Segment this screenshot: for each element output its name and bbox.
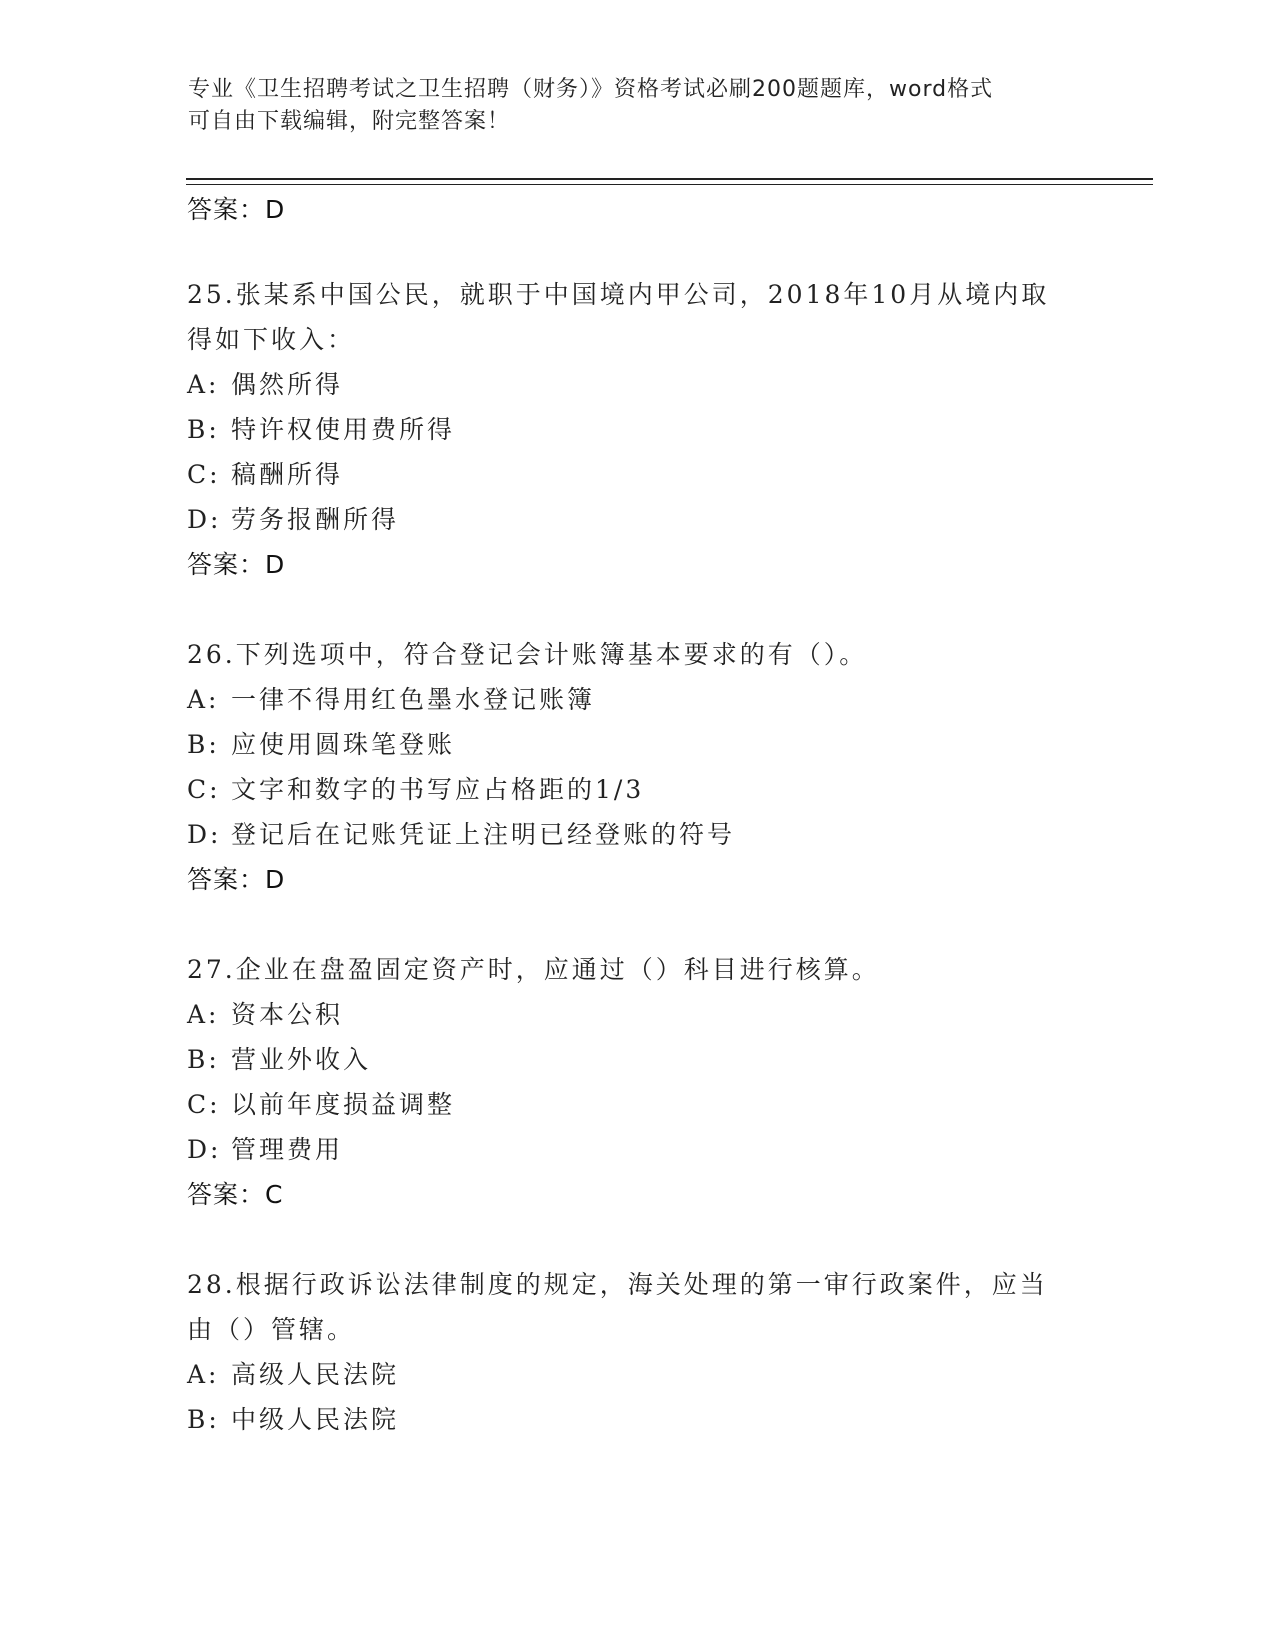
question-26-option-b bbox=[187, 725, 455, 761]
header-line-2: 可自由下载编辑，附完整答案！ bbox=[188, 109, 511, 134]
question-25-stem-line-1: 25.张某系中国公民，就职于中国境内甲公司，2018年10月从境内取 bbox=[187, 280, 1050, 309]
option-text: 以前年度损益调整 bbox=[231, 1090, 456, 1119]
header-divider-thin bbox=[186, 184, 1153, 185]
document-header bbox=[188, 74, 1068, 138]
option-letter: B: bbox=[187, 730, 220, 759]
option-letter: A: bbox=[187, 1360, 220, 1389]
question-27-answer: 答案：C bbox=[187, 1180, 284, 1209]
question-26-option-a bbox=[187, 680, 595, 716]
previous-answer: 答案：D bbox=[187, 195, 286, 224]
question-28-stem-line-2: 由（）管辖。 bbox=[187, 1315, 356, 1344]
option-letter: C: bbox=[187, 775, 221, 804]
option-text: 稿酬所得 bbox=[231, 460, 344, 489]
header-divider-thick bbox=[186, 178, 1153, 180]
question-26-stem-line-1: 26.下列选项中，符合登记会计账簿基本要求的有（）。 bbox=[187, 640, 868, 669]
option-text: 文字和数字的书写应占格距的1/3 bbox=[231, 775, 645, 804]
question-26-answer: 答案：D bbox=[187, 865, 286, 894]
question-25-answer: 答案：D bbox=[187, 550, 286, 579]
option-letter: B: bbox=[187, 415, 220, 444]
option-text: 管理费用 bbox=[231, 1135, 344, 1164]
option-text: 中级人民法院 bbox=[231, 1405, 400, 1434]
option-letter: B: bbox=[187, 1045, 220, 1074]
option-letter: D: bbox=[187, 820, 222, 849]
option-letter: A: bbox=[187, 1000, 220, 1029]
question-27-option-d bbox=[187, 1130, 343, 1166]
question-26-option-d bbox=[187, 815, 735, 851]
question-26-option-c bbox=[187, 770, 644, 806]
question-27-option-a bbox=[187, 995, 343, 1031]
option-text: 劳务报酬所得 bbox=[231, 505, 400, 534]
question-28-option-b bbox=[187, 1400, 399, 1436]
question-25-option-d bbox=[187, 500, 399, 536]
question-25-stem-line-2: 得如下收入： bbox=[187, 325, 356, 354]
option-text: 特许权使用费所得 bbox=[231, 415, 456, 444]
question-25-option-b bbox=[187, 410, 455, 446]
option-letter: B: bbox=[187, 1405, 220, 1434]
question-28-stem-line-1: 28.根据行政诉讼法律制度的规定，海关处理的第一审行政案件，应当 bbox=[187, 1270, 1048, 1299]
question-28-option-a bbox=[187, 1355, 399, 1391]
question-27-option-c bbox=[187, 1085, 455, 1121]
question-25-option-c bbox=[187, 455, 343, 491]
option-letter: C: bbox=[187, 1090, 221, 1119]
header-line-1: 专业《卫生招聘考试之卫生招聘（财务）》资格考试必刷200题题库，word格式 bbox=[188, 77, 994, 102]
option-text: 高级人民法院 bbox=[231, 1360, 400, 1389]
option-text: 营业外收入 bbox=[231, 1045, 372, 1074]
option-letter: D: bbox=[187, 1135, 222, 1164]
option-letter: C: bbox=[187, 460, 221, 489]
option-text: 一律不得用红色墨水登记账簿 bbox=[231, 685, 596, 714]
option-letter: A: bbox=[187, 370, 220, 399]
option-text: 登记后在记账凭证上注明已经登账的符号 bbox=[231, 820, 736, 849]
question-27-option-b bbox=[187, 1040, 371, 1076]
option-text: 资本公积 bbox=[231, 1000, 344, 1029]
option-letter: D: bbox=[187, 505, 222, 534]
option-text: 偶然所得 bbox=[231, 370, 344, 399]
option-text: 应使用圆珠笔登账 bbox=[231, 730, 456, 759]
option-letter: A: bbox=[187, 685, 220, 714]
question-25-option-a bbox=[187, 365, 343, 401]
question-27-stem-line-1: 27.企业在盘盈固定资产时，应通过（）科目进行核算。 bbox=[187, 955, 880, 984]
